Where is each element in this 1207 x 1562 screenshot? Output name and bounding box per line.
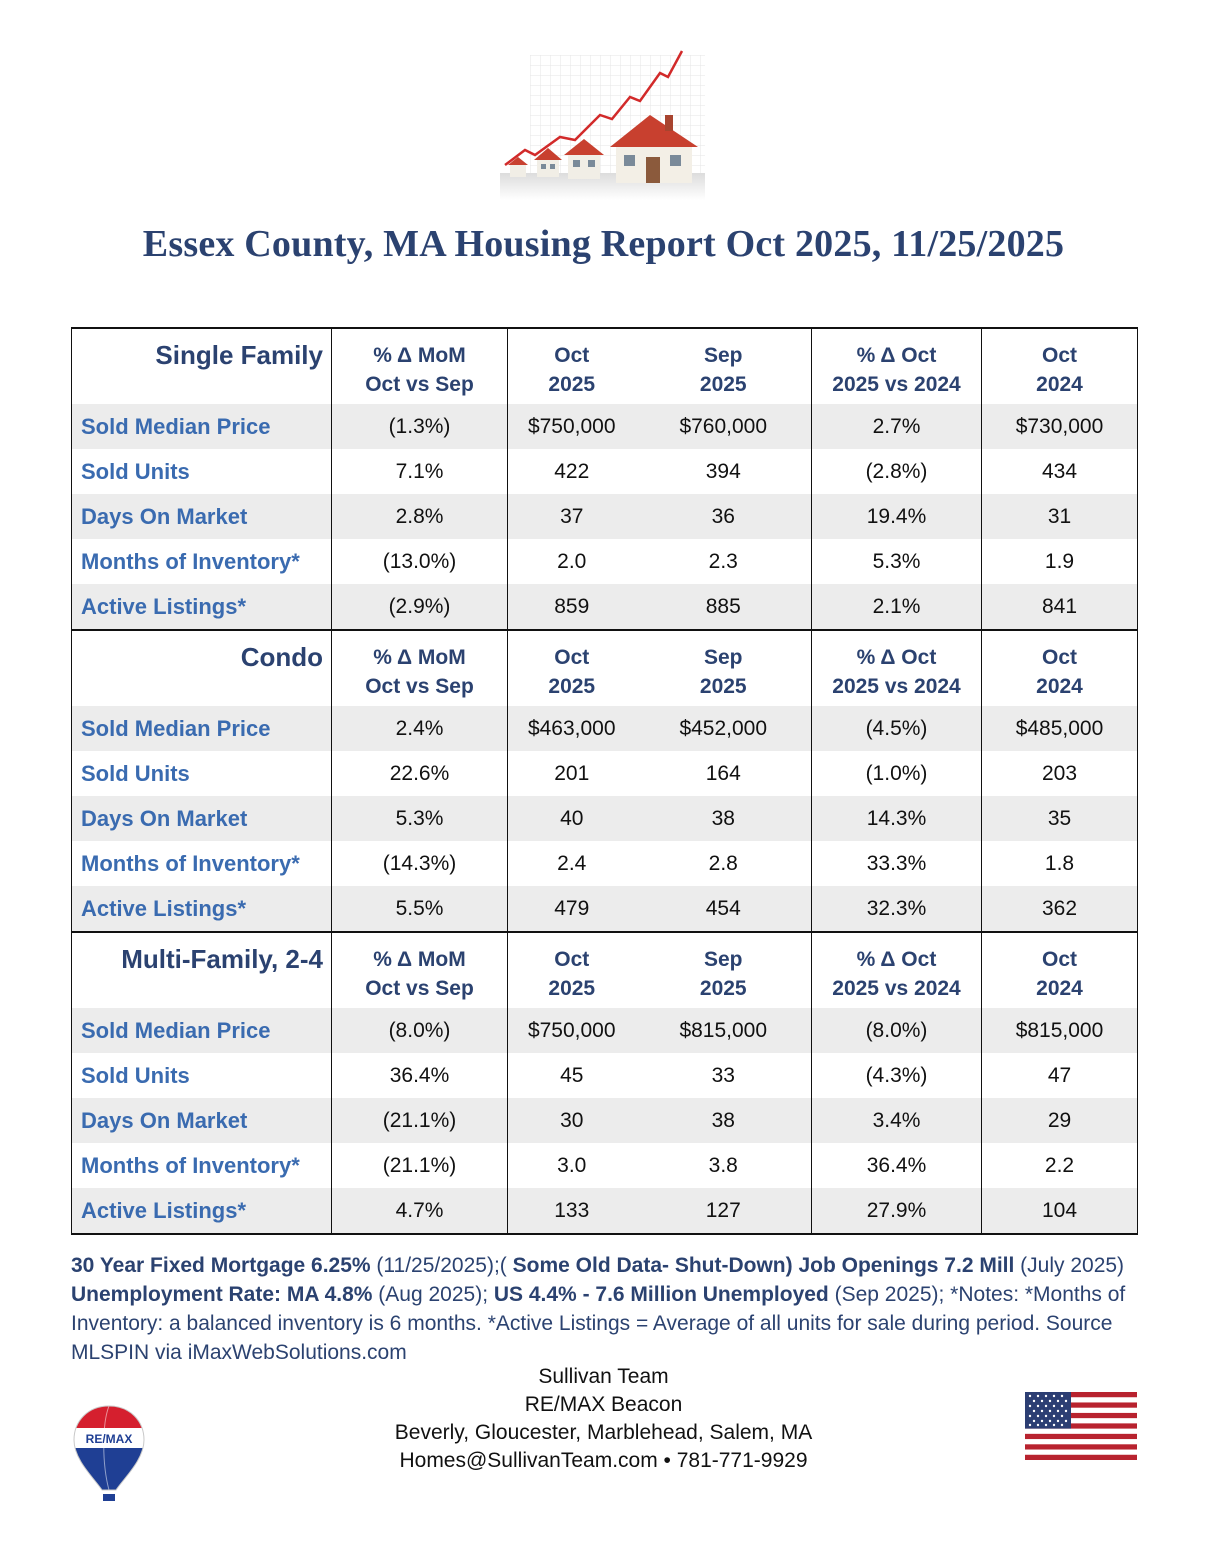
column-header-line: 2025 (699, 977, 747, 1000)
cell-cur: 133 (508, 1188, 636, 1234)
section-title: Multi-Family, 2-4 (72, 932, 332, 1008)
metric-label: Months of Inventory* (72, 841, 332, 886)
cell-prev: 38 (636, 796, 812, 841)
rising-houses-chart-image (500, 45, 705, 200)
cell-yoy: (2.8%) (812, 449, 982, 494)
column-header-line: 2025 (548, 977, 596, 1000)
cell-yoy: 2.7% (812, 404, 982, 449)
column-header-cur (508, 932, 636, 1008)
cell-cur: 422 (554, 459, 590, 483)
cell-cur: 37 (508, 494, 636, 539)
cell-ly: 35 (982, 796, 1138, 841)
cell-yoy: 19.4% (812, 494, 982, 539)
cell-ly: 434 (982, 449, 1138, 494)
mortgage-date: (11/25/2025);( (370, 1254, 507, 1277)
cell-yoy: 33.3% (812, 841, 982, 886)
column-header-line: 2025 (548, 675, 596, 698)
cell-prev: $452,000 (636, 706, 812, 751)
section-title: Single Family (72, 328, 332, 404)
metric-label: Sold Median Price (72, 1008, 332, 1053)
section-title: Condo (72, 630, 332, 706)
cell-cur: 201 (554, 761, 590, 785)
column-header-line: 2025 vs 2024 (832, 977, 961, 1000)
column-header-ly (982, 328, 1138, 404)
cell-cur: 30 (508, 1098, 636, 1143)
column-header-line: 2025 (548, 373, 596, 396)
column-header-yoy (812, 328, 982, 404)
cell-prev: 2.3 (708, 549, 738, 573)
column-header-line: % Δ MoM (373, 344, 466, 367)
column-header-ly (982, 630, 1138, 706)
cell-cur: $750,000 (508, 404, 636, 449)
cell-mom: 5.3% (332, 796, 508, 841)
column-header-line: % Δ Oct (856, 344, 937, 367)
cell-ly: 1.9 (982, 539, 1138, 584)
unemployment-us: US 4.4% - 7.6 Million Unemployed (493, 1283, 829, 1306)
unemployment-ma-date: (Aug 2025); (372, 1283, 494, 1306)
cell-prev: 127 (636, 1188, 812, 1234)
column-header-line: Oct vs Sep (365, 373, 474, 396)
metric-label: Active Listings* (72, 584, 332, 630)
cell-prev: 885 (636, 584, 812, 630)
column-header-line: % Δ MoM (373, 646, 466, 669)
section-header-row (72, 328, 1138, 404)
service-towns: Beverly, Gloucester, Marblehead, Salem, MA (394, 1421, 813, 1444)
table-row (72, 886, 1138, 932)
cell-yoy: 3.4% (812, 1098, 982, 1143)
page-title: Essex County, MA Housing Report Oct 2025, 11/25/2025 (142, 223, 1065, 265)
cell-mom: (21.1%) (332, 1098, 508, 1143)
column-header-line: 2024 (1036, 977, 1083, 1000)
cell-prev: 38 (636, 1098, 812, 1143)
cell-prev: $815,000 (636, 1008, 812, 1053)
metric-label: Days On Market (72, 1098, 332, 1143)
column-header-line: Oct (1041, 948, 1077, 971)
cell-yoy: 5.3% (812, 539, 982, 584)
column-header-line: Sep (703, 948, 743, 971)
cell-mom: 4.7% (332, 1188, 508, 1234)
cell-yoy: (1.0%) (812, 751, 982, 796)
cell-ly: 47 (982, 1053, 1138, 1098)
cell-mom: (2.9%) (332, 584, 508, 630)
metric-label: Active Listings* (72, 886, 332, 932)
cell-yoy: 27.9% (812, 1188, 982, 1234)
cell-yoy: (4.3%) (812, 1053, 982, 1098)
email-phone: Homes@SullivanTeam.com • 781-771-9929 (399, 1449, 808, 1472)
cell-ly: $730,000 (982, 404, 1138, 449)
cell-mom: 2.8% (332, 494, 508, 539)
table-row (72, 1008, 1138, 1053)
column-header-mom (332, 328, 508, 404)
column-header-ly (982, 932, 1138, 1008)
cell-cur: 2.0 (557, 549, 587, 573)
metric-label: Active Listings* (72, 1188, 332, 1234)
cell-cur: $750,000 (508, 1008, 636, 1053)
table-row (72, 539, 1138, 584)
table-row (72, 1143, 1138, 1188)
cell-cur: 3.0 (557, 1153, 587, 1177)
cell-prev: 36 (636, 494, 812, 539)
table-row (72, 1098, 1138, 1143)
column-header-line: 2024 (1036, 373, 1083, 396)
column-header-line: 2024 (1036, 675, 1083, 698)
cell-prev: 394 (705, 459, 741, 483)
column-header-line: % Δ Oct (856, 646, 937, 669)
cell-prev: 3.8 (708, 1153, 738, 1177)
table-row (72, 494, 1138, 539)
table-row (72, 1053, 1138, 1098)
table-row (72, 404, 1138, 449)
cell-mom: (21.1%) (332, 1143, 508, 1188)
notes-footnote: (Sep 2025); *Notes: *Months of Inventory: a balanced inventory is 6 months. *Active Listings = Average of all units for sale during period. Source MLSPIN via iMaxWebSolutions.com (71, 1283, 1126, 1364)
cell-prev: 33 (711, 1063, 735, 1087)
cell-mom: (8.0%) (332, 1008, 508, 1053)
cell-ly: 203 (982, 751, 1138, 796)
cell-prev: 164 (705, 761, 741, 785)
column-header-prev (636, 630, 812, 706)
metric-label: Months of Inventory* (72, 1143, 332, 1188)
column-header-line: % Δ MoM (373, 948, 466, 971)
metric-label: Months of Inventory* (72, 539, 332, 584)
metric-label: Sold Median Price (72, 404, 332, 449)
cell-yoy: 2.1% (812, 584, 982, 630)
cell-ly: 1.8 (982, 841, 1138, 886)
column-header-line: Sep (703, 646, 743, 669)
section-header-row (72, 630, 1138, 706)
column-header-mom (332, 630, 508, 706)
cell-cur: 40 (508, 796, 636, 841)
table-row (72, 1188, 1138, 1234)
cell-cur: 45 (560, 1063, 584, 1087)
column-header-line: Oct (1041, 646, 1077, 669)
cell-prev: 2.8 (708, 851, 738, 875)
cell-cur: 2.4 (557, 851, 587, 875)
mortgage-rate: 30 Year Fixed Mortgage 6.25% (71, 1254, 371, 1277)
cell-ly: 2.2 (982, 1143, 1138, 1188)
cell-yoy: 36.4% (812, 1143, 982, 1188)
column-header-line: Oct vs Sep (365, 977, 474, 1000)
cell-mom: 22.6% (332, 751, 508, 796)
job-openings-date: (July 2025) (1014, 1254, 1125, 1277)
column-header-line: Sep (703, 344, 743, 367)
cell-ly: 31 (982, 494, 1138, 539)
cell-cur: 859 (508, 584, 636, 630)
us-flag-icon (1025, 1392, 1137, 1460)
table-row (72, 706, 1138, 751)
metric-label: Sold Units (72, 449, 332, 494)
cell-yoy: (4.5%) (812, 706, 982, 751)
cell-mom: (13.0%) (332, 539, 508, 584)
column-header-prev (636, 932, 812, 1008)
metric-label: Sold Units (72, 1053, 332, 1098)
cell-ly: $485,000 (982, 706, 1138, 751)
cell-ly: 362 (982, 886, 1138, 932)
metric-label: Sold Units (72, 751, 332, 796)
column-header-yoy (812, 630, 982, 706)
metric-label: Days On Market (72, 494, 332, 539)
cell-prev: 454 (636, 886, 812, 932)
remax-logo-text: RE/MAX (85, 1432, 133, 1446)
column-header-line: 2025 vs 2024 (832, 675, 961, 698)
metric-label: Sold Median Price (72, 706, 332, 751)
column-header-mom (332, 932, 508, 1008)
cell-ly: 104 (982, 1188, 1138, 1234)
cell-mom: 36.4% (332, 1053, 508, 1098)
cell-mom: (14.3%) (332, 841, 508, 886)
cell-prev: $760,000 (636, 404, 812, 449)
column-header-cur (508, 328, 636, 404)
column-header-cur (508, 630, 636, 706)
table-row (72, 841, 1138, 886)
brokerage-name: RE/MAX Beacon (524, 1393, 683, 1416)
cell-ly: 841 (982, 584, 1138, 630)
cell-mom: 7.1% (332, 449, 508, 494)
market-notes (71, 1251, 1141, 1367)
column-header-line: Oct (554, 948, 590, 971)
cell-yoy: 32.3% (812, 886, 982, 932)
table-row (72, 449, 1138, 494)
table-row (72, 751, 1138, 796)
column-header-line: Oct (554, 344, 590, 367)
cell-ly: $815,000 (982, 1008, 1138, 1053)
column-header-line: Oct vs Sep (365, 675, 474, 698)
team-name: Sullivan Team (538, 1365, 669, 1388)
cell-mom: (1.3%) (332, 404, 508, 449)
metric-label: Days On Market (72, 796, 332, 841)
cell-mom: 5.5% (332, 886, 508, 932)
section-header-row (72, 932, 1138, 1008)
column-header-line: Oct (1041, 344, 1077, 367)
cell-ly: 29 (982, 1098, 1138, 1143)
remax-balloon-logo (72, 1404, 146, 1504)
housing-report-table (71, 327, 1138, 1235)
cell-yoy: 14.3% (812, 796, 982, 841)
cell-yoy: (8.0%) (812, 1008, 982, 1053)
cell-cur: $463,000 (508, 706, 636, 751)
cell-cur: 479 (508, 886, 636, 932)
column-header-yoy (812, 932, 982, 1008)
table-row (72, 796, 1138, 841)
column-header-line: Oct (554, 646, 590, 669)
cell-mom: 2.4% (332, 706, 508, 751)
column-header-line: 2025 (699, 373, 747, 396)
table-row (72, 584, 1138, 630)
column-header-line: % Δ Oct (856, 948, 937, 971)
column-header-prev (636, 328, 812, 404)
column-header-line: 2025 vs 2024 (832, 373, 961, 396)
column-header-line: 2025 (699, 675, 747, 698)
unemployment-ma: Unemployment Rate: MA 4.8% (71, 1283, 373, 1306)
job-openings: Some Old Data- Shut-Down) Job Openings 7.2 Mill (506, 1254, 1015, 1277)
